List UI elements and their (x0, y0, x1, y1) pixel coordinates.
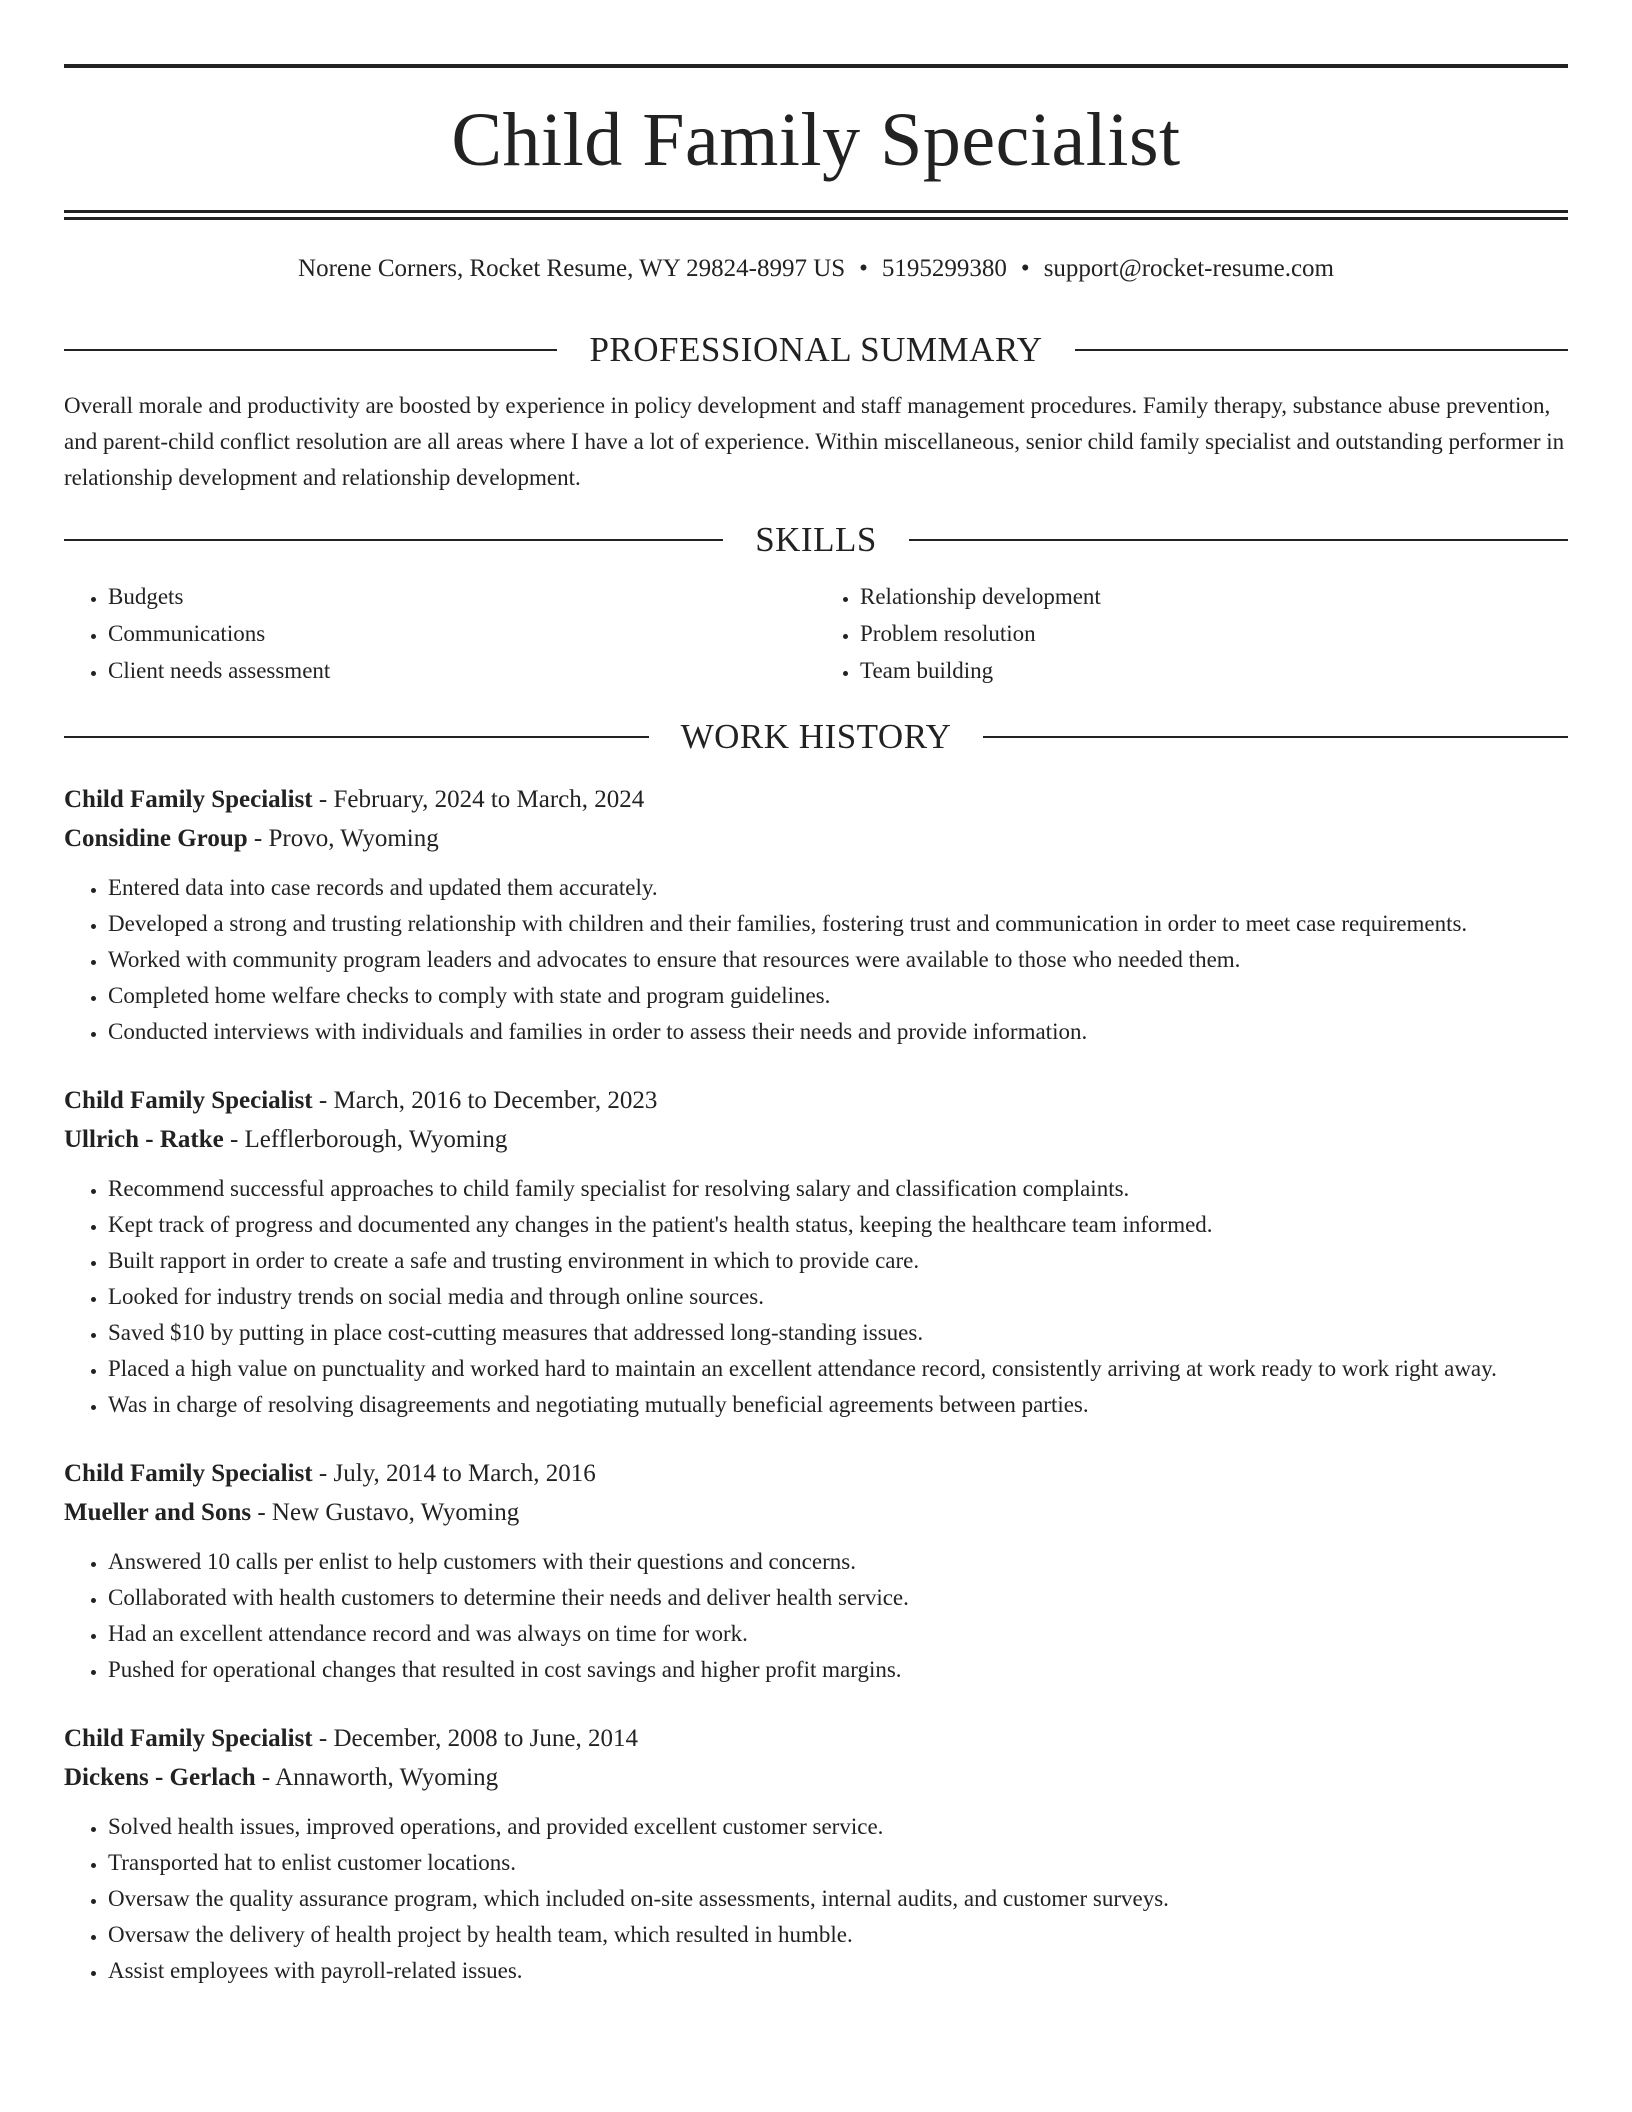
skills-column-right (816, 578, 1568, 689)
job-entry (64, 781, 1568, 1050)
job-bullet: • Had an excellent attendance record and was always on time for work. (108, 1616, 1568, 1652)
skill-item: • Relationship development (860, 578, 1568, 615)
job-bullet: • Worked with community program leaders and advocates to ensure that resources were available to those who needed them. (108, 942, 1568, 978)
skill-item: • Team building (860, 652, 1568, 689)
contact-email: support@rocket-resume.com (1043, 255, 1334, 282)
skills-section-title: SKILLS (755, 520, 877, 559)
contact-line (64, 254, 1568, 284)
work-section-header (64, 715, 1568, 759)
top-rule (64, 64, 1568, 68)
job-bullet: • Saved $10 by putting in place cost-cutting measures that addressed long-standing issues. (108, 1315, 1568, 1351)
job-company: Ullrich - Ratke (64, 1126, 224, 1153)
job-bullet: • Was in charge of resolving disagreements and negotiating mutually beneficial agreements between parties. (108, 1387, 1568, 1423)
job-company-line (64, 1120, 1568, 1159)
job-dates: - March, 2016 to December, 2023 (312, 1087, 658, 1114)
skills-list (64, 578, 1568, 689)
job-bullet: • Collaborated with health customers to determine their needs and deliver health service. (108, 1580, 1568, 1616)
job-bullet: • Conducted interviews with individuals and families in order to assess their needs and provide information. (108, 1014, 1568, 1050)
job-company-line (64, 819, 1568, 858)
job-bullets (64, 1544, 1568, 1688)
job-entry (64, 1720, 1568, 1989)
job-bullets (64, 1809, 1568, 1989)
summary-section-title: PROFESSIONAL SUMMARY (589, 330, 1043, 369)
job-entry (64, 1082, 1568, 1423)
job-bullet: • Oversaw the delivery of health project by health team, which resulted in humble. (108, 1917, 1568, 1953)
job-bullet: • Completed home welfare checks to comply with state and program guidelines. (108, 978, 1568, 1014)
job-title-line (64, 1455, 1568, 1493)
job-dates: - July, 2014 to March, 2016 (312, 1460, 596, 1487)
skill-item: • Budgets (108, 578, 816, 615)
job-company-line (64, 1758, 1568, 1797)
job-title-line (64, 1720, 1568, 1758)
divider-line (983, 736, 1568, 738)
job-location: - Lefflerborough, Wyoming (223, 1126, 508, 1153)
job-dates: - February, 2024 to March, 2024 (312, 786, 645, 813)
divider-line (64, 736, 649, 738)
job-location: - Annaworth, Wyoming (255, 1764, 499, 1791)
job-bullet: • Recommend successful approaches to child family specialist for resolving salary and classification complaints. (108, 1171, 1568, 1207)
job-bullet: • Oversaw the quality assurance program, which included on-site assessments, internal audits, and customer surveys. (108, 1881, 1568, 1917)
divider-line (1075, 349, 1568, 351)
job-bullet: • Pushed for operational changes that resulted in cost savings and higher profit margins. (108, 1652, 1568, 1688)
job-location: - Provo, Wyoming (247, 825, 439, 852)
job-bullet: • Assist employees with payroll-related issues. (108, 1953, 1568, 1989)
job-company-line (64, 1493, 1568, 1532)
work-section-title: WORK HISTORY (680, 717, 952, 756)
job-role: Child Family Specialist (64, 1725, 313, 1752)
title-double-rule (64, 210, 1568, 220)
job-bullets (64, 1171, 1568, 1423)
job-company: Considine Group (64, 825, 248, 852)
job-title-line (64, 781, 1568, 819)
page-title: Child Family Specialist (451, 98, 1181, 182)
job-bullet: • Looked for industry trends on social media and through online sources. (108, 1279, 1568, 1315)
contact-address: Norene Corners, Rocket Resume, WY 29824-8997 US (298, 255, 846, 282)
job-role: Child Family Specialist (64, 1460, 313, 1487)
job-role: Child Family Specialist (64, 786, 313, 813)
skills-column-left (64, 578, 816, 689)
job-bullet: • Developed a strong and trusting relationship with children and their families, fostering trust and communication in order to meet case requirements. (108, 906, 1568, 942)
summary-text: Overall morale and productivity are boosted by experience in policy development and staff management procedures. Family therapy, substance abuse prevention, and parent-child conflict resolution are all areas where I have a lot of experience. Within miscellaneous, senior child family specialist and outstanding performer in relationship development and relationship development. (64, 393, 1565, 490)
contact-separator: • (1020, 255, 1030, 282)
skill-item: • Communications (108, 615, 816, 652)
work-history-list (64, 781, 1568, 1989)
divider-line (64, 539, 723, 541)
job-bullet: • Entered data into case records and updated them accurately. (108, 870, 1568, 906)
job-entry (64, 1455, 1568, 1688)
job-bullets (64, 870, 1568, 1050)
skill-item: • Client needs assessment (108, 652, 816, 689)
job-bullet: • Placed a high value on punctuality and worked hard to maintain an excellent attendance record, consistently arriving at work ready to work right away. (108, 1351, 1568, 1387)
job-location: - New Gustavo, Wyoming (251, 1499, 520, 1526)
divider-line (909, 539, 1568, 541)
skills-section-header (64, 518, 1568, 562)
summary-section-header (64, 328, 1568, 372)
resume-page (64, 64, 1568, 1989)
skill-item: • Problem resolution (860, 615, 1568, 652)
job-company: Dickens - Gerlach (64, 1764, 256, 1791)
job-bullet: • Transported hat to enlist customer locations. (108, 1845, 1568, 1881)
job-bullet: • Solved health issues, improved operations, and provided excellent customer service. (108, 1809, 1568, 1845)
job-role: Child Family Specialist (64, 1087, 313, 1114)
job-title-line (64, 1082, 1568, 1120)
divider-line (64, 349, 557, 351)
contact-separator: • (859, 255, 868, 282)
contact-phone: 5195299380 (881, 255, 1007, 282)
job-bullet: • Answered 10 calls per enlist to help customers with their questions and concerns. (108, 1544, 1568, 1580)
job-bullet: • Built rapport in order to create a safe and trusting environment in which to provide care. (108, 1243, 1568, 1279)
job-company: Mueller and Sons (64, 1499, 252, 1526)
job-bullet: • Kept track of progress and documented any changes in the patient's health status, keeping the healthcare team informed. (108, 1207, 1568, 1243)
job-dates: - December, 2008 to June, 2014 (312, 1725, 638, 1752)
